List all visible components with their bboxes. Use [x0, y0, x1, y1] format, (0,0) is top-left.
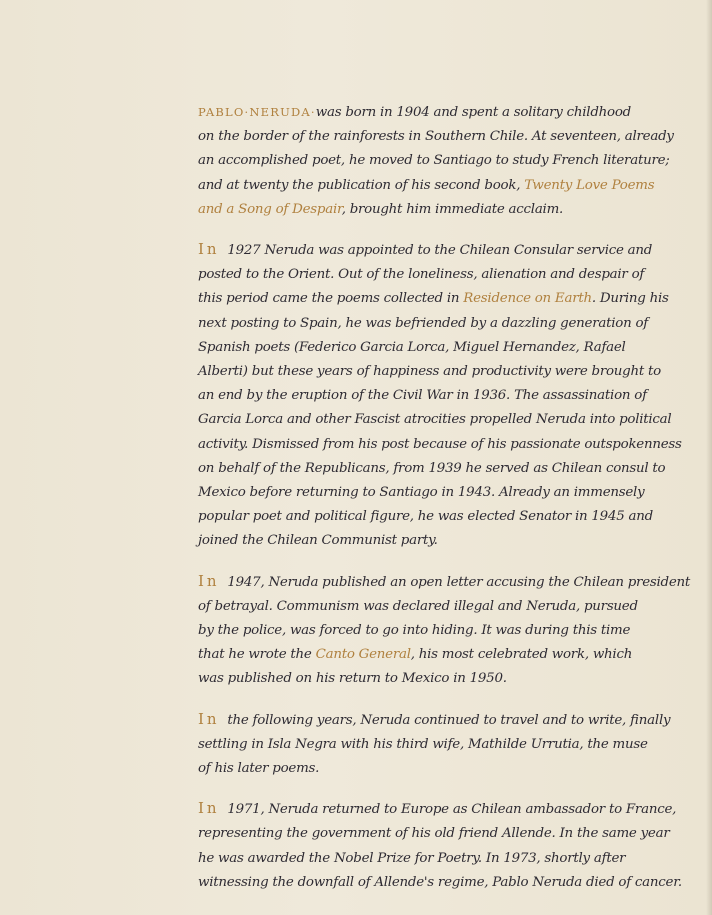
biography-text	[198, 100, 691, 910]
paragraph-2	[198, 237, 682, 554]
text-line	[198, 481, 645, 505]
paragraph-1	[198, 100, 674, 222]
text-line	[198, 871, 682, 895]
text-segment: was born in 1904 and spent a solitary childhood	[315, 105, 631, 120]
page-edge-shadow	[706, 0, 712, 915]
text-segment: next posting to Spain, he was befriended by a dazzling generation of	[198, 315, 648, 331]
paragraph-initial: In	[198, 799, 228, 818]
text-line	[198, 595, 638, 619]
text-segment: of his later poems.	[198, 761, 320, 777]
text-segment: by the police, was forced to go into hiding. It was during this time	[198, 623, 631, 639]
text-segment: and at twenty the publication of his second book,	[198, 177, 525, 193]
text-line	[198, 757, 638, 781]
text-segment: , his most celebrated work, which	[410, 647, 633, 663]
book-title: Canto General	[315, 647, 411, 663]
text-segment: the following years, Neruda continued to travel and to write, finally	[227, 712, 671, 728]
text-segment: an accomplished poet, he moved to Santiago to study French literature;	[198, 153, 670, 169]
text-segment: Mexico before returning to Santiago in 1943. Already an immensely	[198, 485, 645, 501]
book-title: Twenty Love Poems	[524, 177, 655, 193]
text-line	[198, 408, 672, 432]
text-segment: an end by the eruption of the Civil War in 1936. The assassination of	[198, 388, 647, 404]
text-segment: this period came the poems collected in	[198, 291, 464, 307]
text-line	[198, 125, 674, 149]
text-line	[198, 360, 661, 384]
author-name: PABLO·NERUDA·	[198, 105, 316, 119]
text-line	[198, 796, 677, 822]
paragraph-3	[198, 569, 691, 692]
text-segment: representing the government of his old friend Allende. In the same year	[198, 826, 670, 842]
text-line	[198, 847, 638, 871]
text-segment: witnessing the downfall of Allende's regime, Pablo Neruda died of cancer.	[198, 874, 682, 890]
text-line	[198, 667, 638, 691]
paragraph-4	[198, 707, 671, 782]
text-segment: popular poet and political figure, he was elected Senator in 1945 and	[198, 509, 653, 525]
paragraph-initial: In	[198, 709, 228, 728]
text-line	[198, 457, 666, 481]
text-segment: on behalf of the Republicans, from 1939 he served as Chilean consul to	[198, 460, 666, 476]
text-line	[198, 529, 638, 553]
text-segment: , brought him immediate acclaim.	[341, 201, 564, 217]
text-line	[198, 263, 645, 287]
text-line	[198, 822, 670, 846]
text-segment: Spanish poets (Federico Garcia Lorca, Miguel Hernandez, Rafael	[198, 339, 626, 355]
text-segment: Garcia Lorca and other Fascist atrocities propelled Neruda into political	[198, 412, 672, 428]
text-segment: . During his	[591, 291, 669, 307]
text-segment: that he wrote the	[198, 647, 316, 663]
text-line	[198, 237, 653, 263]
text-segment: joined the Chilean Communist party.	[198, 533, 438, 549]
text-segment: 1927 Neruda was appointed to the Chilean Consular service and	[227, 243, 653, 259]
text-line	[198, 198, 638, 222]
text-segment: 1947, Neruda published an open letter accusing the Chilean president	[227, 574, 691, 590]
text-line	[198, 312, 648, 336]
text-segment: 1971, Neruda returned to Europe as Chilean ambassador to France,	[227, 802, 677, 818]
text-line	[198, 433, 682, 457]
text-segment: activity. Dismissed from his post because of his passionate outspokenness	[198, 436, 682, 452]
text-segment: posted to the Orient. Out of the loneliness, alienation and despair of	[198, 267, 645, 283]
text-line	[198, 619, 638, 643]
text-segment: he was awarded the Nobel Prize for Poetry. In 1973, shortly after	[198, 850, 626, 866]
text-line	[198, 733, 648, 757]
text-line	[198, 174, 655, 198]
text-line	[198, 569, 691, 595]
text-line	[198, 149, 670, 173]
text-line	[198, 643, 638, 667]
text-line	[198, 336, 638, 360]
text-line	[198, 384, 647, 408]
paragraph-initial: In	[198, 240, 228, 259]
text-segment: was published on his return to Mexico in 1950.	[198, 671, 507, 687]
paragraph-5	[198, 796, 682, 895]
text-segment: settling in Isla Negra with his third wife, Mathilde Urrutia, the muse	[198, 736, 648, 752]
text-segment: on the border of the rainforests in Southern Chile. At seventeen, already	[198, 129, 674, 145]
text-line	[198, 505, 653, 529]
book-title: Residence on Earth	[463, 291, 592, 307]
text-line	[198, 707, 671, 733]
book-title: and a Song of Despair	[198, 201, 342, 217]
text-line	[198, 100, 638, 125]
text-segment: Alberti) but these years of happiness and productivity were brought to	[198, 364, 661, 380]
text-line	[198, 287, 669, 311]
text-segment: of betrayal. Communism was declared illegal and Neruda, pursued	[198, 598, 638, 614]
paragraph-initial: In	[198, 571, 228, 590]
